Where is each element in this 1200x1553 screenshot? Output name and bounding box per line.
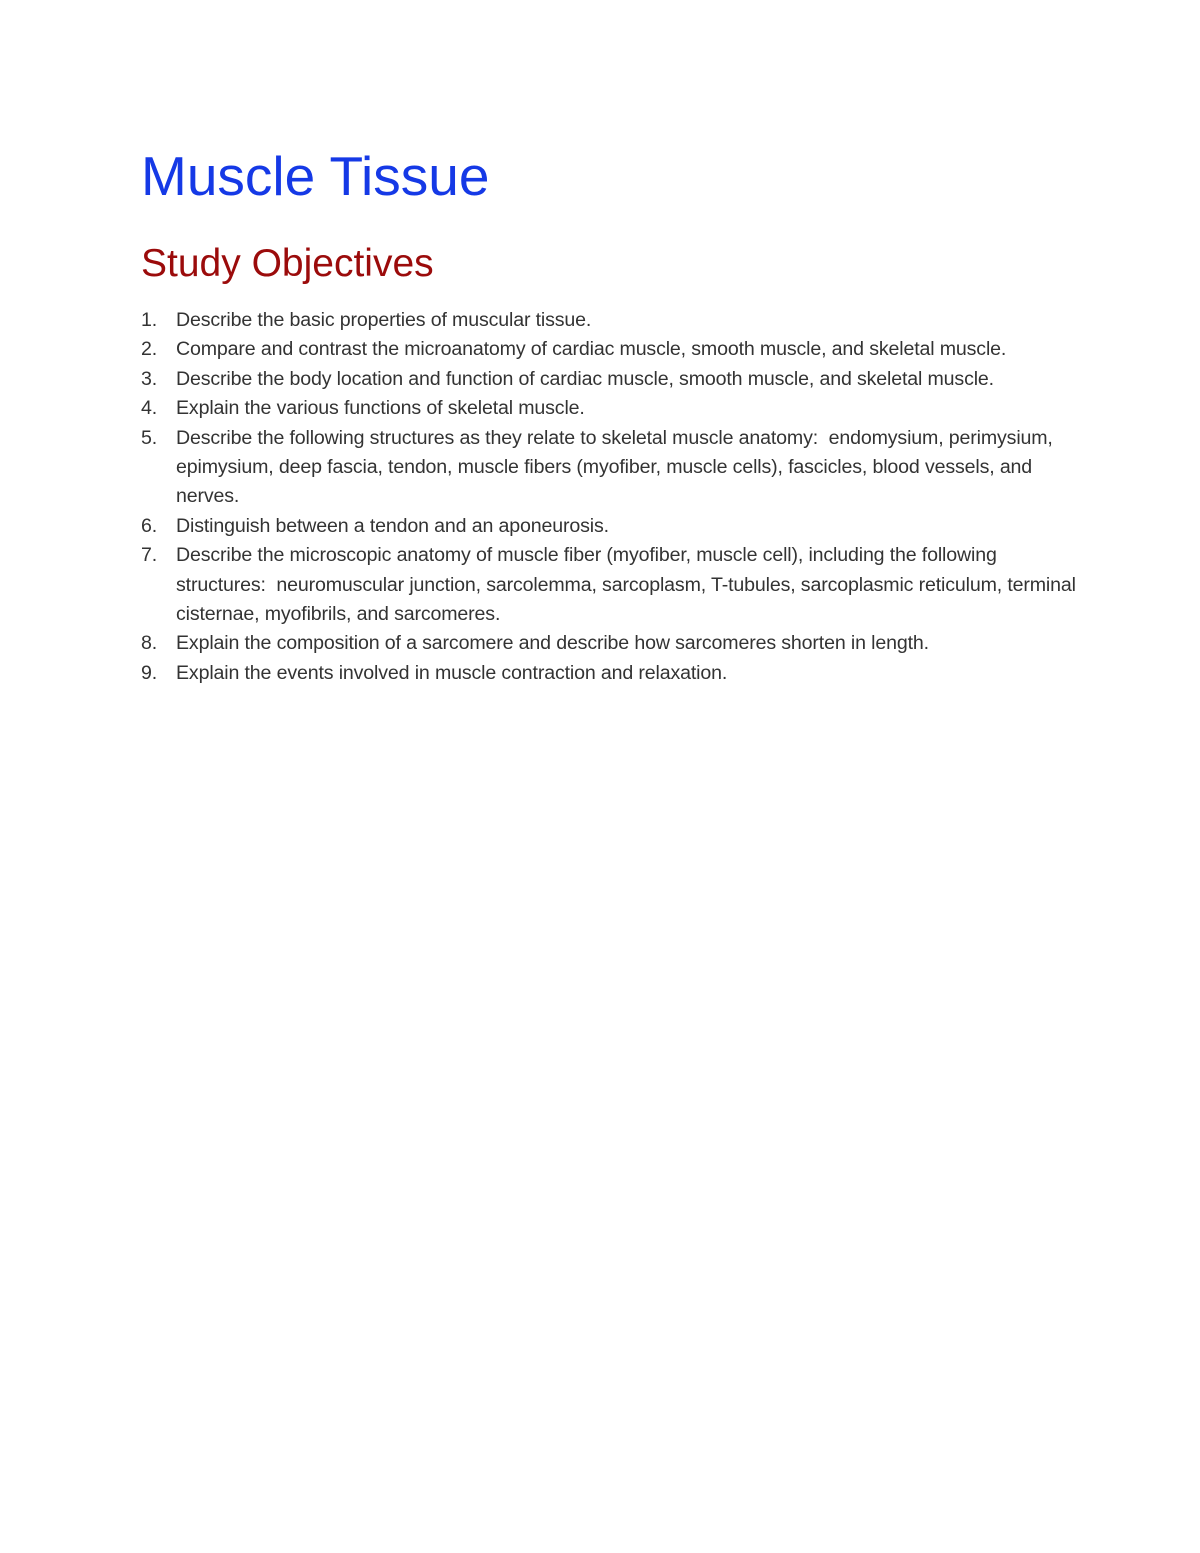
objective-text: Describe the basic properties of muscular tissue.	[176, 309, 592, 331]
objective-text: Explain the various functions of skeletal muscle.	[176, 397, 585, 420]
objective-item	[141, 424, 1076, 512]
list-number: 2.	[141, 338, 158, 361]
objective-text: Describe the microscopic anatomy of muscle fiber (myofiber, muscle cell), including the following structures: neuromuscular junction, sarcolemma, sarcoplasm, T-tubules, sarcoplasmic reticulum, terminal cisternae, myofibrils, and sarcomeres.	[176, 544, 1082, 626]
page-title: Muscle Tissue	[141, 145, 490, 207]
objective-item	[141, 659, 1076, 688]
list-number: 6.	[141, 514, 158, 537]
objective-text: Describe the body location and function of cardiac muscle, smooth muscle, and skeletal muscle.	[176, 367, 994, 390]
list-number: 9.	[141, 661, 158, 684]
objective-item	[141, 365, 1076, 394]
objective-text: Describe the following structures as they relate to skeletal muscle anatomy: endomysium, perimysium, epimysium, deep fascia, tendon, muscle fibers (myofiber, muscle cells), fascicles, blood vessels, and nerves.	[176, 426, 1059, 508]
list-number: 7.	[141, 544, 158, 567]
list-number: 4.	[141, 397, 158, 420]
objective-text: Distinguish between a tendon and an aponeurosis.	[176, 514, 609, 537]
study-objectives-list	[141, 306, 1082, 688]
list-number: 8.	[141, 632, 158, 655]
objective-item	[141, 335, 1076, 364]
section-heading: Study Objectives	[141, 242, 434, 285]
objective-text: Explain the events involved in muscle contraction and relaxation.	[176, 661, 728, 684]
objective-text: Explain the composition of a sarcomere and describe how sarcomeres shorten in length.	[176, 632, 929, 655]
objective-item	[141, 629, 1076, 658]
list-number: 5.	[141, 426, 158, 449]
objective-item	[141, 541, 1082, 629]
objective-text: Compare and contrast the microanatomy of cardiac muscle, smooth muscle, and skeletal muscle.	[176, 338, 1007, 361]
objective-item	[141, 512, 1076, 541]
list-number: 1.	[141, 309, 158, 331]
list-number: 3.	[141, 367, 158, 390]
objective-item	[141, 306, 1076, 335]
objective-item	[141, 394, 1076, 423]
